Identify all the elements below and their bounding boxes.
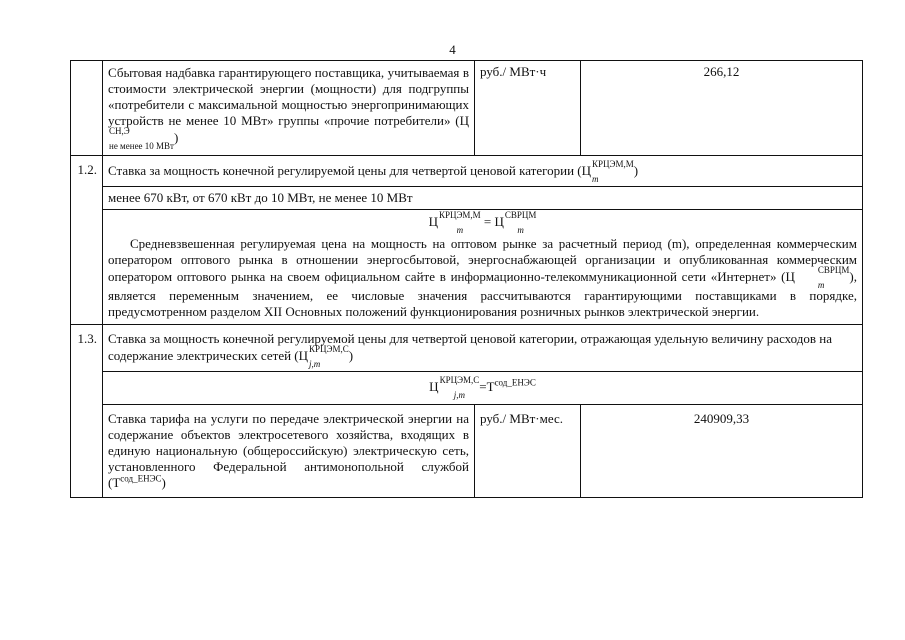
table-row: [71, 325, 863, 372]
description-cell: Ставка тарифа на услуги по передаче электрической энергии на содержание объектов электросетевого хозяйства, входящих в единую национальную (общероссийскую) электрическую сеть, установленного Федеральной антимонопольной службой $(Т^{сод\_ЕНЭС})$: [103, 405, 475, 498]
description-cell: Сбытовая надбавка гарантирующего поставщика, учитываемая в стоимости электрической энергии (мощности) для подгруппы «потребители с максимальной мощностью энергопринимающих устройств не менее 10 МВт» группы «прочие потребители» (Ц СН,Э не менее 10 МВт ): [103, 61, 475, 156]
formula-and-text-cell: [103, 210, 863, 325]
unit-cell: руб./ МВт·ч: [475, 61, 581, 156]
table-row: [71, 405, 863, 498]
table-row: [71, 372, 863, 405]
table-row: [71, 156, 863, 187]
value-cell: 240909,33: [581, 405, 863, 498]
symbol-indices: СН,Э не менее 10 МВт: [109, 126, 174, 151]
table-row: [71, 61, 863, 156]
tariff-table: [70, 60, 863, 498]
section-title: Ставка за мощность конечной регулируемой цены для четвертой ценовой категории (Ц КРЦЭМ,М m ): [103, 156, 863, 187]
table-row: [71, 210, 863, 325]
section-subtitle: менее 670 кВт, от 670 кВт до 10 МВт, не менее 10 МВт: [103, 187, 863, 210]
unit-cell: руб./ МВт·мес.: [475, 405, 581, 498]
table-row: [71, 187, 863, 210]
value-cell: 266,12: [581, 61, 863, 156]
section-title: Ставка за мощность конечной регулируемой цены для четвертой ценовой категории, отражающая удельную величину расходов на содержание электрических сетей (Ц КРЦЭМ,С j,m ): [103, 325, 863, 372]
formula: Ц КРЦЭМ,С j,m $=Т^{сод\_ЕНЭС}$: [103, 372, 863, 405]
formula: Ц КРЦЭМ,М m = Ц СВРЦМ m: [428, 210, 537, 235]
row-number: 1.2.: [71, 156, 103, 325]
row-number: [71, 61, 103, 156]
page-number: 4: [449, 42, 456, 57]
explanation-text: Средневзвешенная регулируемая цена на мощность на оптовом рынке за расчетный период (m), определенная коммерческим оператором оптового рынка в отношении энергосбытовой, энергоснабжающей организации и опубликованная коммерческим оператором оптового рынка на своем официальном сайте в информационно-телекоммуникационной сети «Интернет» (Ц СВРЦМ m ), является переменным значением, ее числовые значения рассчитываются гарантирующими поставщиками в порядке, предусмотренном разделом XII Основных положений функционирования розничных рынков электрической энергии.: [108, 236, 857, 319]
description-text: Сбытовая надбавка гарантирующего поставщика, учитываемая в стоимости электрической энергии (мощности) для подгруппы «потребители с максимальной мощностью энергопринимающих устройств не менее 10 МВт» группы «прочие потребители» (Ц: [108, 65, 469, 128]
row-number: 1.3.: [71, 325, 103, 498]
